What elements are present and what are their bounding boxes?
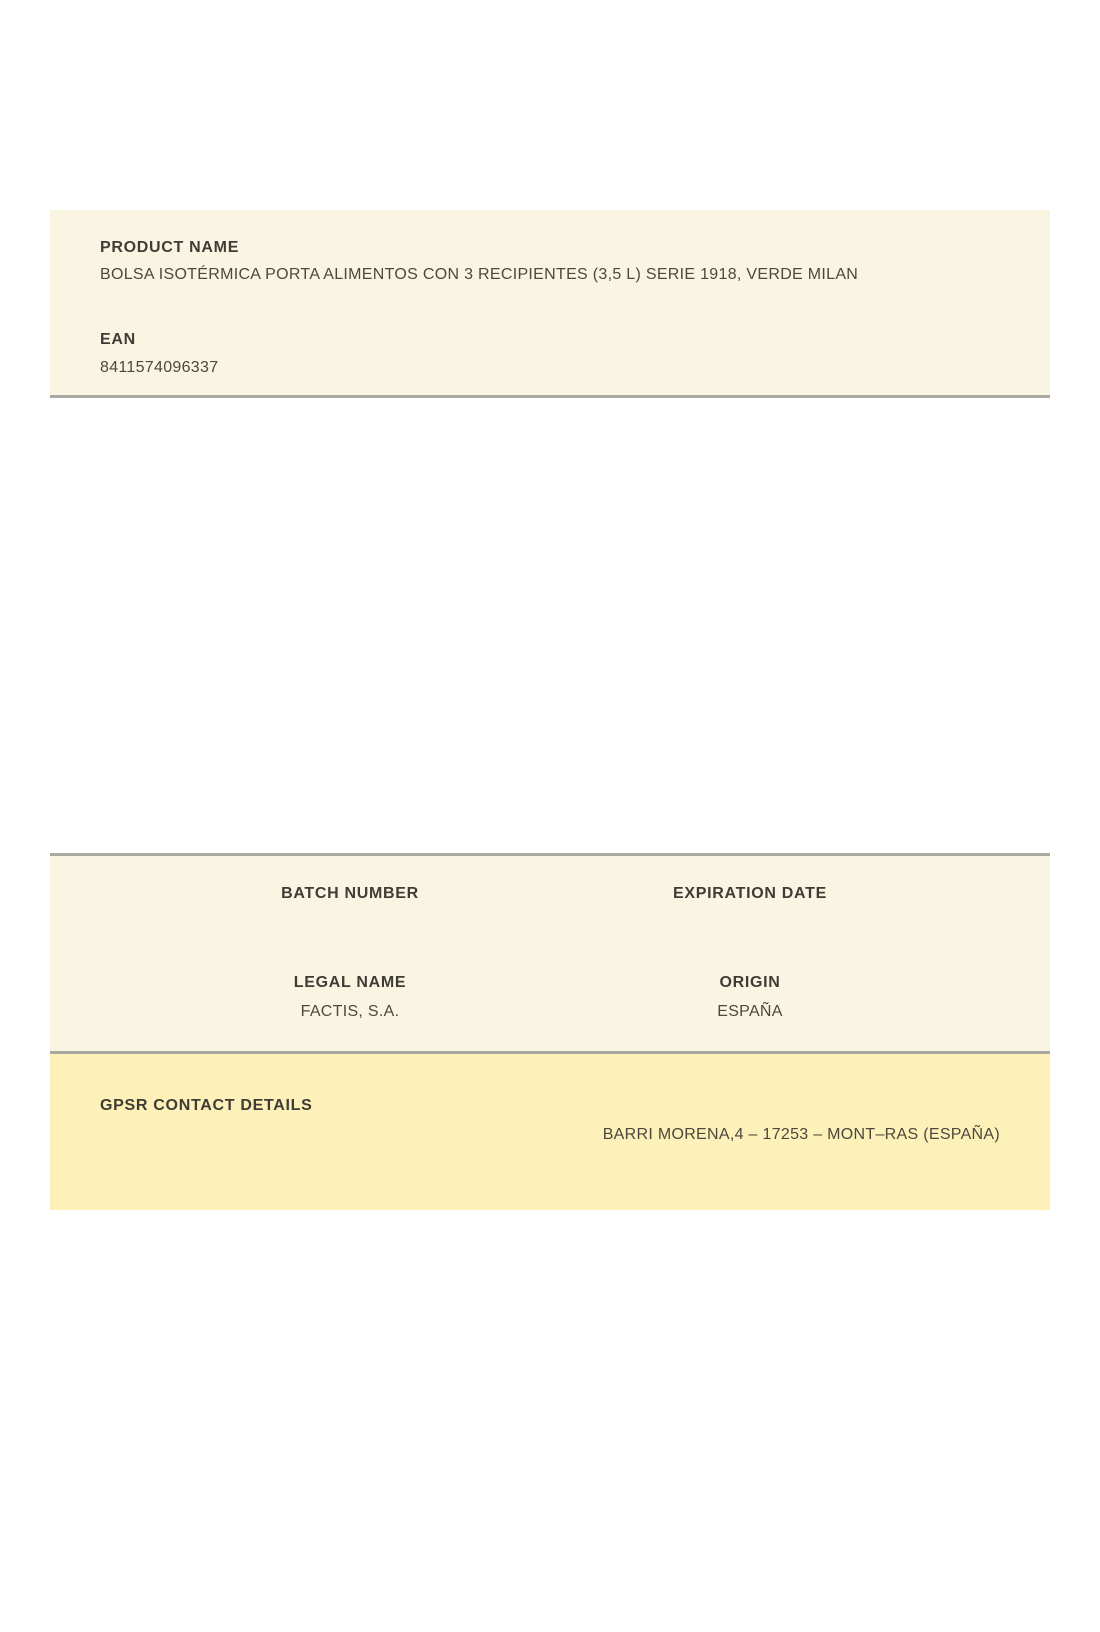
legal-name-cell xyxy=(150,973,550,1021)
batch-number-cell xyxy=(150,884,550,903)
traceability-section xyxy=(50,853,1050,1054)
product-name-field xyxy=(100,238,1000,284)
product-name-label: PRODUCT NAME xyxy=(100,239,240,256)
ean-value: 8411574096337 xyxy=(100,358,219,376)
page xyxy=(0,210,1100,1632)
legal-origin-row xyxy=(150,973,950,1021)
expiration-date-label: EXPIRATION DATE xyxy=(673,885,827,902)
gpsr-section xyxy=(50,1054,1050,1210)
product-section xyxy=(50,210,1050,398)
product-name-value: BOLSA ISOTÉRMICA PORTA ALIMENTOS CON 3 RECIPIENTES (3,5 L) SERIE 1918, VERDE MILAN xyxy=(100,266,859,284)
legal-name-label: LEGAL NAME xyxy=(293,974,407,992)
batch-number-label: BATCH NUMBER xyxy=(281,885,419,902)
origin-label: ORIGIN xyxy=(719,974,781,992)
origin-cell xyxy=(550,973,950,1021)
batch-expiration-row xyxy=(150,884,950,903)
gpsr-address: BARRI MORENA,4 – 17253 – MONT–RAS (ESPAÑA) xyxy=(602,1126,1000,1144)
origin-value: ESPAÑA xyxy=(717,1003,783,1021)
gpsr-title: GPSR CONTACT DETAILS xyxy=(100,1097,313,1114)
expiration-date-cell xyxy=(550,884,950,903)
legal-name-value: FACTIS, S.A. xyxy=(300,1003,400,1021)
ean-field xyxy=(100,330,1000,376)
product-sheet xyxy=(0,210,1100,1210)
ean-label: EAN xyxy=(100,331,136,349)
